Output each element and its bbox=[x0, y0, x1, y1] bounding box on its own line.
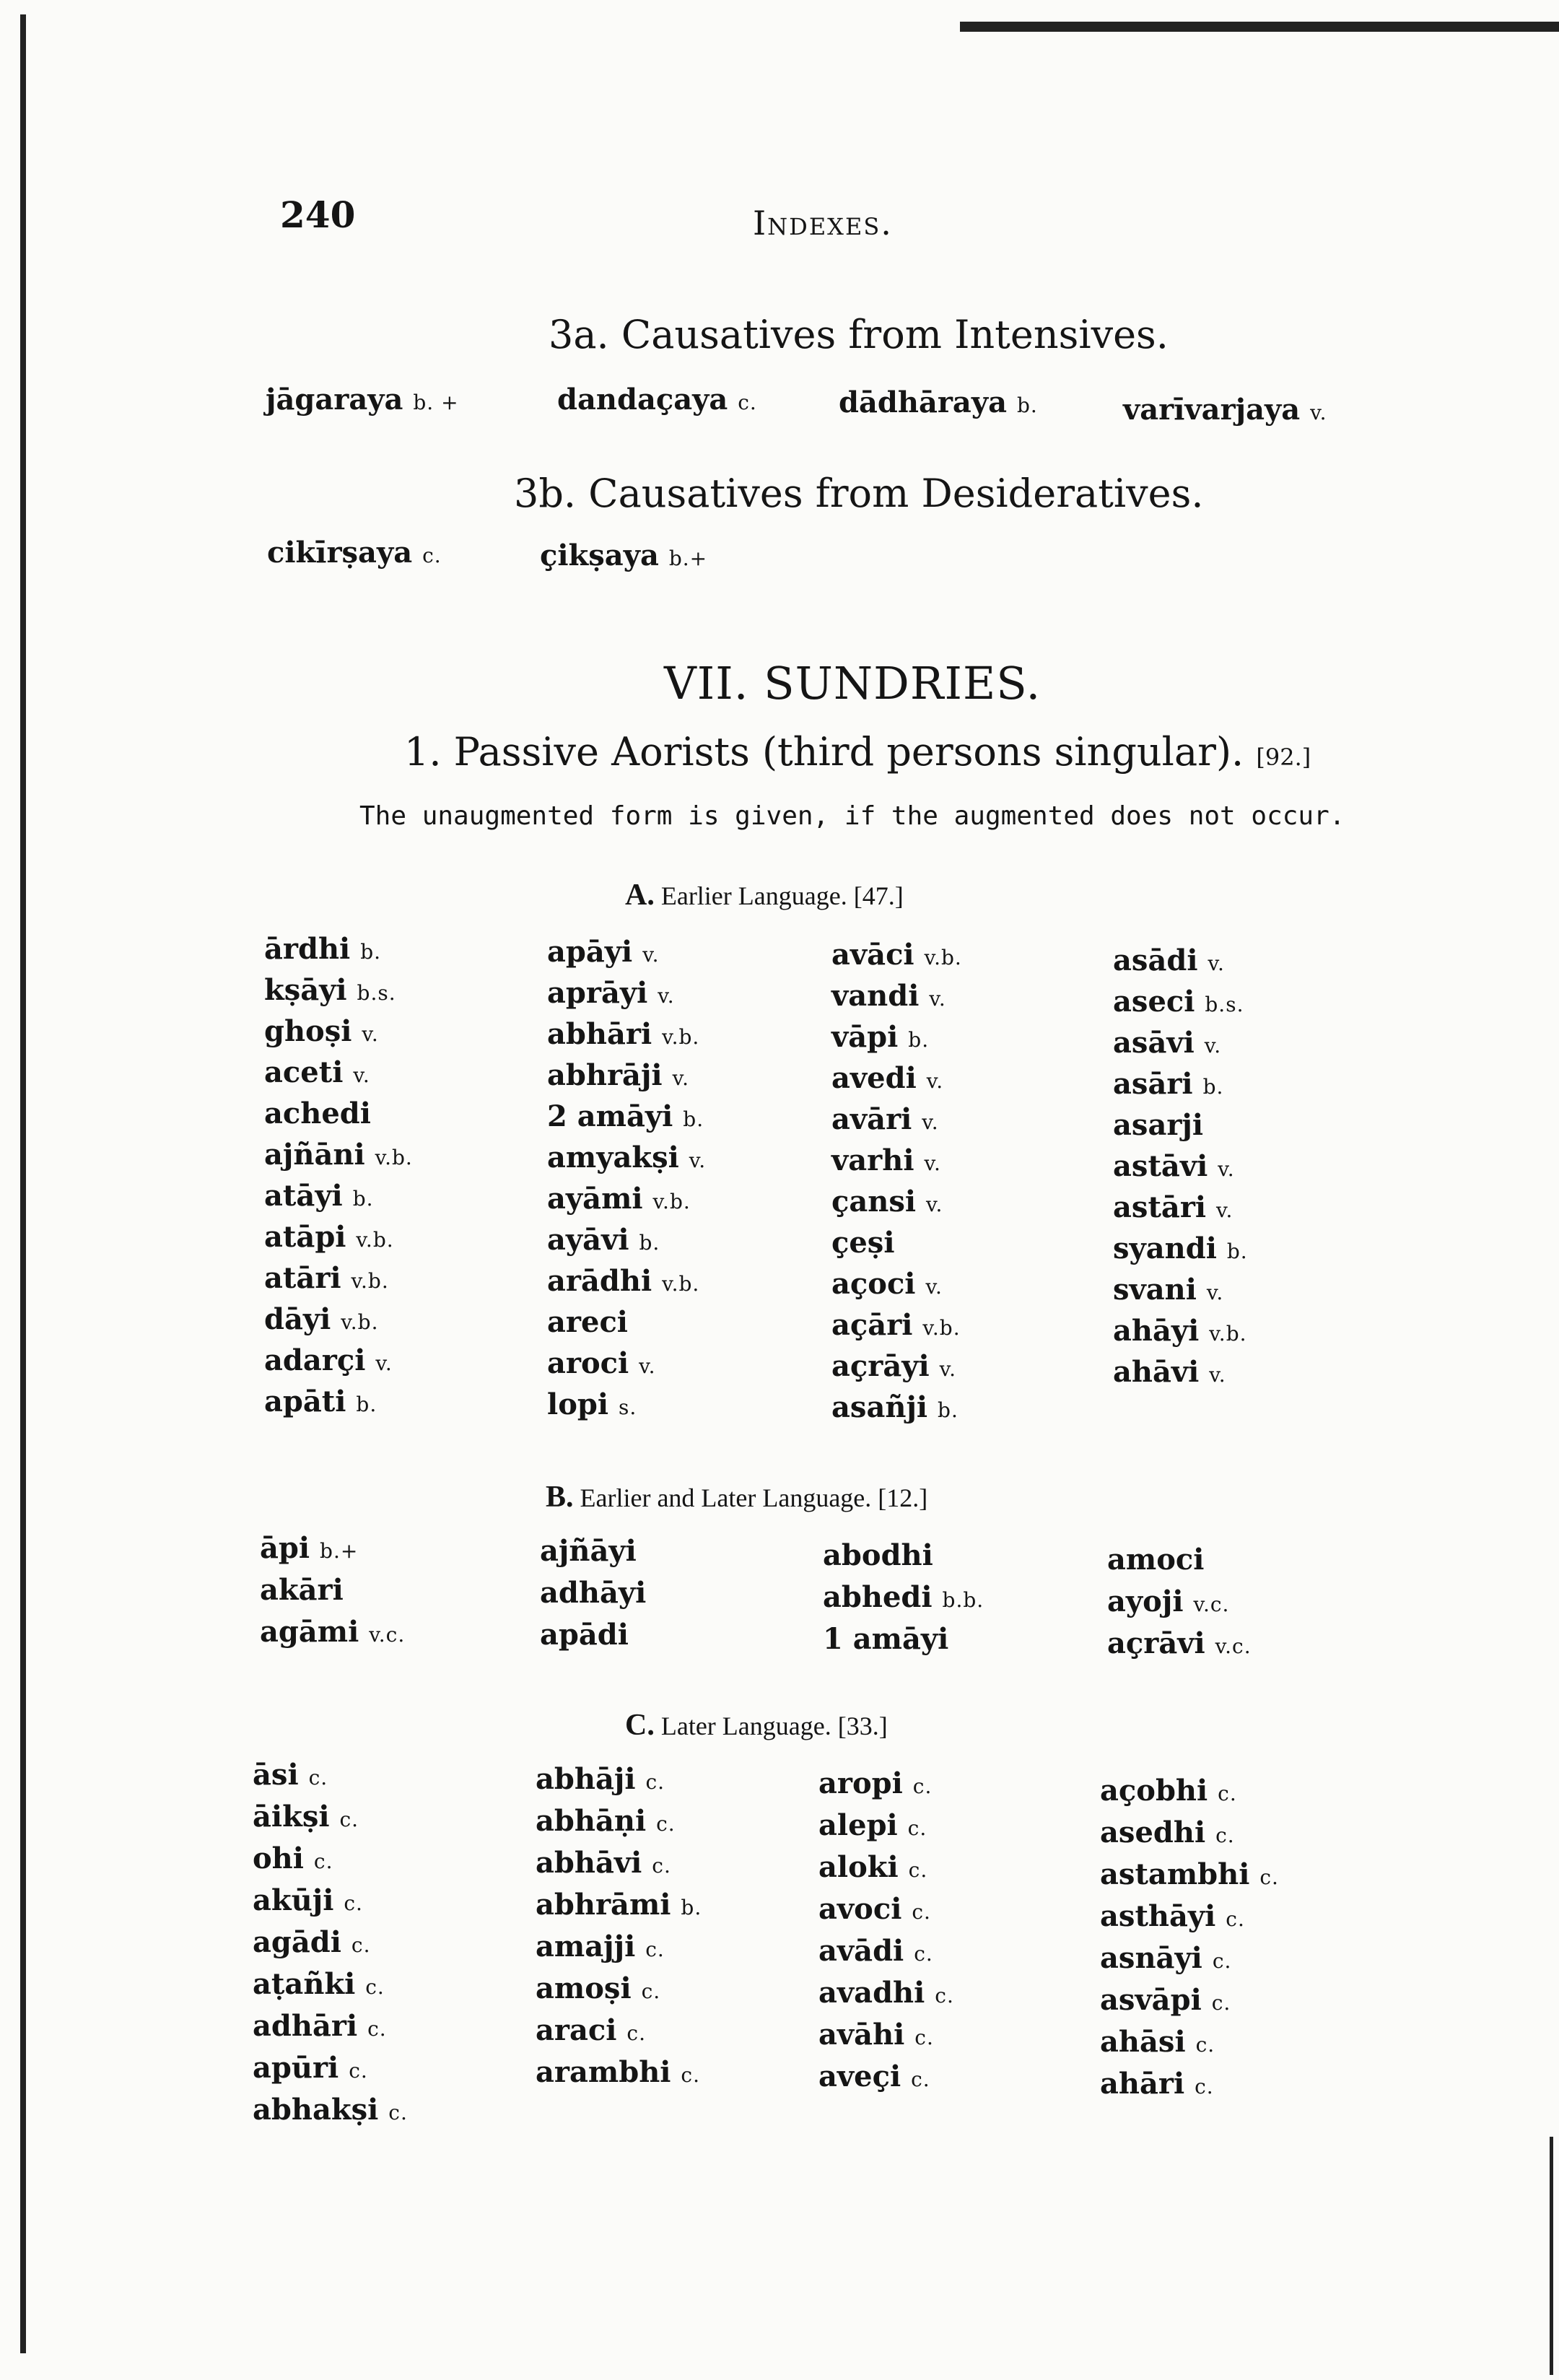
group-b-col-3 bbox=[823, 1535, 984, 1660]
list-item: ajñāni v.b. bbox=[264, 1138, 413, 1172]
list-item: abodhi bbox=[823, 1538, 933, 1572]
list-item: avāci v.b. bbox=[831, 938, 962, 972]
group-b-heading: B. Earlier and Later Language. [12.] bbox=[546, 1481, 928, 1514]
entry-3a-2: dandaçaya c. bbox=[557, 383, 757, 417]
list-item: aloki c. bbox=[818, 1850, 928, 1884]
list-item: amoṣi c. bbox=[536, 1971, 661, 2005]
group-c-col-2 bbox=[536, 1758, 702, 2093]
list-item: astāri v. bbox=[1113, 1190, 1233, 1224]
list-item: syandi b. bbox=[1113, 1232, 1248, 1265]
group-a-col-4 bbox=[1113, 940, 1248, 1392]
list-item: astambhi c. bbox=[1100, 1857, 1279, 1891]
list-item: asāvi v. bbox=[1113, 1026, 1222, 1060]
list-item: akūji c. bbox=[253, 1883, 363, 1917]
entry-3b-1: cikīrṣaya c. bbox=[267, 536, 442, 570]
list-item: avoci c. bbox=[818, 1892, 931, 1926]
list-item: apāti b. bbox=[264, 1385, 377, 1418]
list-item: ahāri c. bbox=[1100, 2067, 1214, 2101]
list-item: amyakṣi v. bbox=[547, 1141, 707, 1174]
list-item: aveçi c. bbox=[818, 2059, 930, 2093]
list-item: abhrāji v. bbox=[547, 1058, 689, 1092]
list-item: asāri b. bbox=[1113, 1067, 1224, 1101]
group-a-col-2 bbox=[547, 931, 706, 1425]
list-item: avādi c. bbox=[818, 1934, 933, 1968]
list-item: abhāji c. bbox=[536, 1762, 665, 1796]
list-item: amoci bbox=[1107, 1543, 1205, 1577]
list-item: asnāyi c. bbox=[1100, 1941, 1232, 1975]
list-item: achedi bbox=[264, 1097, 371, 1130]
list-item: açrāyi v. bbox=[831, 1349, 957, 1383]
entry-3b-2: çikṣaya b.+ bbox=[540, 539, 708, 572]
list-item: vāpi b. bbox=[831, 1020, 930, 1054]
list-item: açāri v.b. bbox=[831, 1308, 961, 1342]
entry-3a-1: jāgaraya b. + bbox=[266, 383, 459, 417]
group-b-col-1 bbox=[260, 1527, 405, 1653]
group-a-col-3 bbox=[831, 934, 962, 1428]
list-item: atāyi b. bbox=[264, 1179, 374, 1213]
list-item: amajji c. bbox=[536, 1930, 665, 1963]
list-item: asthāyi c. bbox=[1100, 1899, 1245, 1933]
list-item: apādi bbox=[540, 1618, 629, 1652]
group-c-heading: C. Later Language. [33.] bbox=[625, 1709, 888, 1742]
list-item: avāri v. bbox=[831, 1102, 939, 1136]
list-item: ahāvi v. bbox=[1113, 1355, 1226, 1389]
list-item: avedi v. bbox=[831, 1061, 944, 1095]
list-item: açobhi c. bbox=[1100, 1774, 1237, 1808]
list-item: aroci v. bbox=[547, 1346, 656, 1380]
heading-3a: 3a. Causatives from Intensives. bbox=[549, 312, 1169, 357]
list-item: aceti v. bbox=[264, 1055, 370, 1089]
group-c-col-3 bbox=[818, 1763, 954, 2098]
list-item: abhrāmi b. bbox=[536, 1888, 702, 1922]
list-item: ahāsi c. bbox=[1100, 2025, 1215, 2059]
list-item: svani v. bbox=[1113, 1273, 1224, 1307]
list-item: alepi c. bbox=[818, 1808, 927, 1842]
list-item: asādi v. bbox=[1113, 943, 1225, 977]
list-item: asañji b. bbox=[831, 1390, 958, 1424]
list-item: ayoji v.c. bbox=[1107, 1585, 1230, 1618]
list-item: akāri bbox=[260, 1573, 344, 1607]
list-item: çansi v. bbox=[831, 1185, 943, 1219]
list-item: ajñāyi bbox=[540, 1534, 637, 1568]
list-item: arambhi c. bbox=[536, 2055, 701, 2089]
group-a-col-1 bbox=[264, 928, 413, 1422]
list-item: adhāri c. bbox=[253, 2009, 387, 2043]
list-item: 1 amāyi bbox=[823, 1622, 949, 1656]
subheading-passive-aorists: 1. Passive Aorists (third persons singular). [92.] bbox=[404, 729, 1311, 775]
scan-top-edge bbox=[960, 22, 1559, 32]
running-title: Indexes. bbox=[753, 204, 893, 243]
scan-left-edge bbox=[20, 14, 26, 2353]
list-item: ayāvi b. bbox=[547, 1223, 660, 1257]
section-title-vii: VII. SUNDRIES. bbox=[664, 657, 1041, 710]
list-item: lopi s. bbox=[547, 1387, 637, 1421]
list-item: araci c. bbox=[536, 2013, 646, 2047]
list-item: asedhi c. bbox=[1100, 1815, 1235, 1849]
list-item: āpi b.+ bbox=[260, 1531, 359, 1565]
list-item: adhāyi bbox=[540, 1576, 647, 1610]
list-item: aprāyi v. bbox=[547, 976, 675, 1010]
list-item: açoci v. bbox=[831, 1267, 943, 1301]
list-item: āsi c. bbox=[253, 1758, 328, 1792]
list-item: abhakṣi c. bbox=[253, 2093, 408, 2127]
group-b-col-4 bbox=[1107, 1539, 1252, 1665]
entry-3a-3: dādhāraya b. bbox=[839, 385, 1038, 419]
list-item: apūri c. bbox=[253, 2051, 368, 2085]
note-unaugmented: The unaugmented form is given, if the augmented does not occur. bbox=[359, 801, 1345, 831]
list-item: vandi v. bbox=[831, 979, 946, 1013]
list-item: arādhi v.b. bbox=[547, 1264, 700, 1298]
list-item: āikṣi c. bbox=[253, 1800, 359, 1834]
list-item: ohi c. bbox=[253, 1841, 333, 1875]
list-item: ghoṣi v. bbox=[264, 1014, 379, 1048]
list-item: ārdhi b. bbox=[264, 932, 382, 966]
list-item: avāhi c. bbox=[818, 2018, 934, 2052]
list-item: avadhi c. bbox=[818, 1976, 954, 2010]
list-item: abhedi b.b. bbox=[823, 1580, 984, 1614]
list-item: astāvi v. bbox=[1113, 1149, 1235, 1183]
list-item: atāri v.b. bbox=[264, 1261, 389, 1295]
list-item: areci bbox=[547, 1305, 628, 1339]
list-item: abhāri v.b. bbox=[547, 1017, 700, 1051]
list-item: asvāpi c. bbox=[1100, 1983, 1231, 2017]
group-b-col-2 bbox=[540, 1530, 646, 1656]
group-a-heading: A. Earlier Language. [47.] bbox=[625, 879, 904, 912]
list-item: açrāvi v.c. bbox=[1107, 1626, 1252, 1660]
list-item: adarçi v. bbox=[264, 1343, 393, 1377]
list-item: apāyi v. bbox=[547, 935, 660, 969]
entry-3a-4: varīvarjaya v. bbox=[1123, 393, 1327, 427]
list-item: ayāmi v.b. bbox=[547, 1182, 691, 1216]
list-item: dāyi v.b. bbox=[264, 1302, 379, 1336]
list-item: aṭañki c. bbox=[253, 1967, 385, 2001]
list-item: çeṣi bbox=[831, 1226, 895, 1260]
heading-3b: 3b. Causatives from Desideratives. bbox=[514, 471, 1204, 516]
list-item: atāpi v.b. bbox=[264, 1220, 394, 1254]
group-c-col-4 bbox=[1100, 1770, 1279, 2105]
list-item: aseci b.s. bbox=[1113, 985, 1244, 1019]
list-item: 2 amāyi b. bbox=[547, 1099, 704, 1133]
list-item: varhi v. bbox=[831, 1143, 941, 1177]
list-item: ahāyi v.b. bbox=[1113, 1314, 1247, 1348]
list-item: abhāvi c. bbox=[536, 1846, 671, 1880]
list-item: aropi c. bbox=[818, 1766, 933, 1800]
page-number: 240 bbox=[280, 193, 356, 236]
scan-right-edge bbox=[1550, 2137, 1553, 2375]
list-item: abhāṇi c. bbox=[536, 1804, 676, 1838]
list-item: kṣāyi b.s. bbox=[264, 973, 396, 1007]
group-c-col-1 bbox=[253, 1754, 408, 2131]
list-item: agāmi v.c. bbox=[260, 1615, 406, 1649]
list-item: agādi c. bbox=[253, 1925, 371, 1959]
list-item: asarji bbox=[1113, 1108, 1204, 1142]
